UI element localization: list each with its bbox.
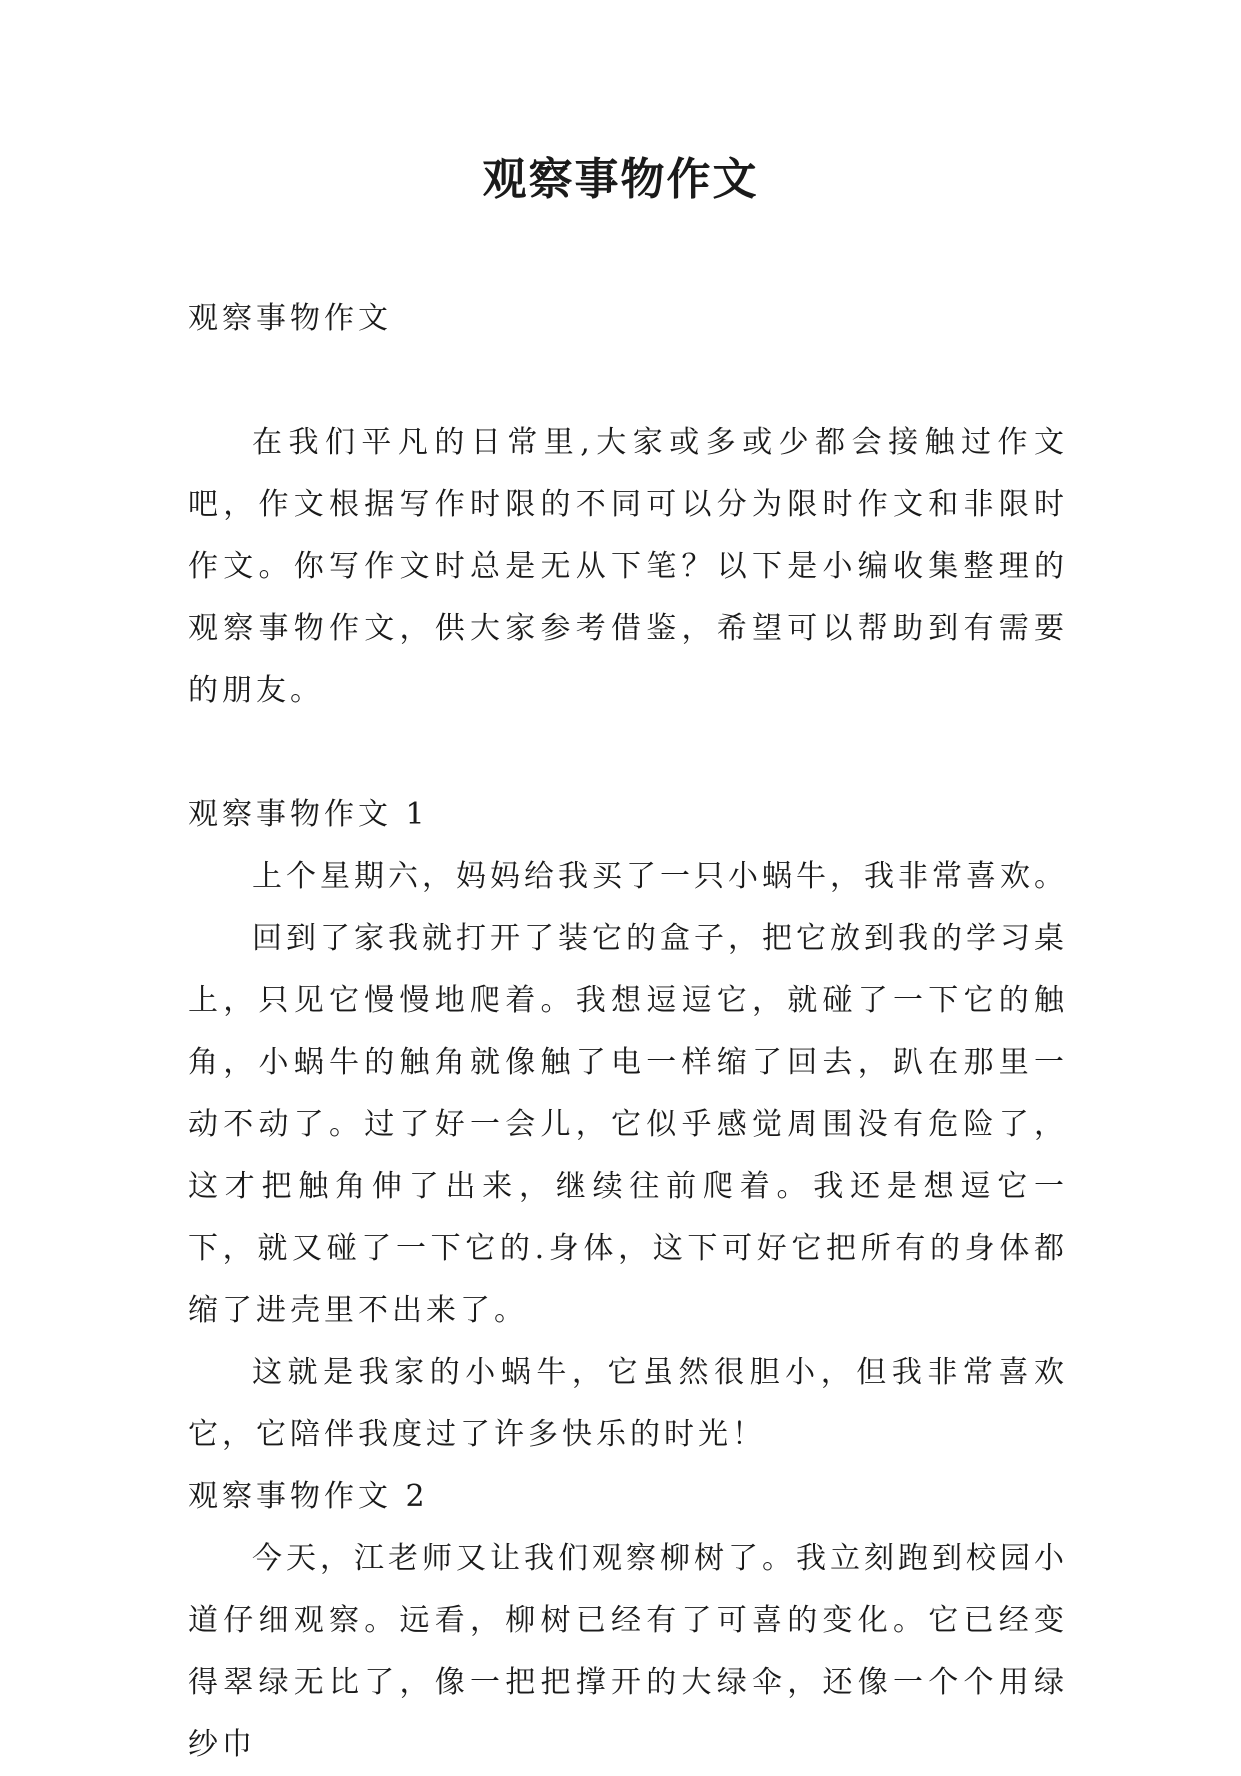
essay-2-paragraph-1: 今天，江老师又让我们观察柳树了。我立刻跑到校园小道仔细观察。远看，柳树已经有了可喜的变化。它已经变得翠绿无比了，像一把把撑开的大绿伞，还像一个个用绿纱巾 (188, 1541, 1068, 1762)
document-subtitle: 观察事物作文 (188, 301, 392, 336)
essay-1-paragraph-1: 上个星期六，妈妈给我买了一只小蜗牛，我非常喜欢。 (252, 859, 1068, 894)
essay-1-paragraph-3: 这就是我家的小蜗牛，它虽然很胆小，但我非常喜欢它，它陪伴我度过了许多快乐的时光！ (188, 1355, 1068, 1452)
intro-paragraph: 在我们平凡的日常里,大家或多或少都会接触过作文吧，作文根据写作时限的不同可以分为限时作文和非限时作文。你写作文时总是无从下笔？以下是小编收集整理的观察事物作文，供大家参考借鉴，希望可以帮助到有需要的朋友。 (188, 425, 1068, 708)
essay-1-paragraph-2: 回到了家我就打开了装它的盒子，把它放到我的学习桌上，只见它慢慢地爬着。我想逗逗它，就碰了一下它的触角，小蜗牛的触角就像触了电一样缩了回去，趴在那里一动不动了。过了好一会儿，它似乎感觉周围没有危险了，这才把触角伸了出来，继续往前爬着。我还是想逗它一下，就又碰了一下它的.身体，这下可好它把所有的身体都缩了进壳里不出来了。 (188, 921, 1068, 1328)
essay-2-heading: 观察事物作文 2 (188, 1479, 429, 1514)
essay-1-heading: 观察事物作文 1 (188, 797, 429, 832)
spacer (188, 722, 1068, 784)
spacer (188, 350, 1068, 412)
document-title: 观察事物作文 (482, 154, 759, 205)
document-body (188, 288, 1068, 1776)
